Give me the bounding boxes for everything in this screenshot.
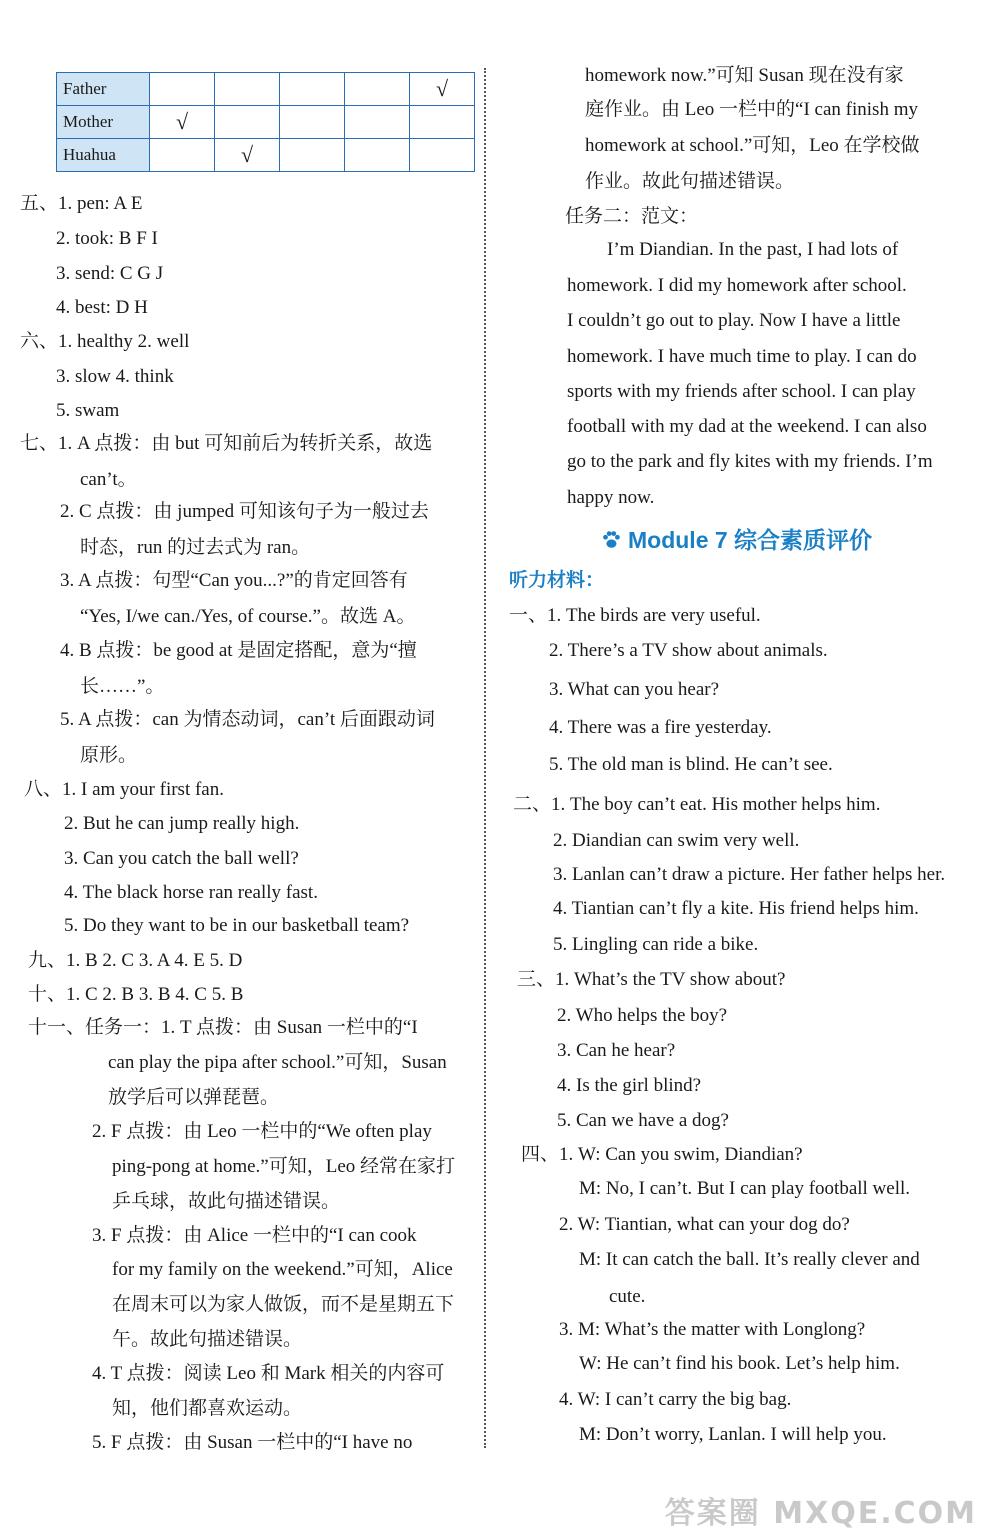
text-line: 3. M: What’s the matter with Longlong?	[559, 1319, 866, 1340]
table-cell	[280, 106, 345, 139]
row-header: Father	[57, 73, 150, 106]
text-line: football with my dad at the weekend. I can also	[567, 416, 927, 437]
text-line: for my family on the weekend.”可知，Alice	[112, 1259, 453, 1280]
row-header: Huahua	[57, 139, 150, 172]
table-cell: √	[215, 139, 280, 172]
text-line: happy now.	[567, 487, 655, 508]
text-line: 5. swam	[56, 400, 120, 421]
table-cell	[150, 139, 215, 172]
table-cell	[410, 106, 475, 139]
text-line: sports with my friends after school. I can play	[567, 381, 916, 402]
text-line: 5. The old man is blind. He can’t see.	[549, 754, 833, 775]
text-line: homework now.”可知 Susan 现在没有家	[585, 65, 904, 86]
text-line: 九、1. B 2. C 3. A 4. E 5. D	[28, 950, 243, 971]
text-line: 3. F 点拨：由 Alice 一栏中的“I can cook	[92, 1225, 417, 1246]
text-line: 3. A 点拨：句型“Can you...?”的肯定回答有	[60, 570, 408, 591]
text-line: 一、1. The birds are very useful.	[509, 605, 761, 626]
text-line: 4. Tiantian can’t fly a kite. His friend helps him.	[553, 898, 919, 919]
text-line: 五、1. pen: A E	[20, 193, 143, 214]
text-line: 5. F 点拨：由 Susan 一栏中的“I have no	[92, 1432, 413, 1453]
text-line: 三、1. What’s the TV show about?	[517, 969, 786, 990]
text-line: 4. The black horse ran really fast.	[64, 882, 318, 903]
text-line: 八、1. I am your first fan.	[24, 779, 224, 800]
paw-icon	[600, 529, 622, 551]
text-line: homework. I have much time to play. I can do	[567, 346, 917, 367]
text-line: 2. F 点拨：由 Leo 一栏中的“We often play	[92, 1121, 432, 1142]
text-line: can play the pipa after school.”可知，Susan	[108, 1052, 447, 1073]
text-line: 3. Can he hear?	[557, 1040, 676, 1061]
text-line: 3. slow 4. think	[56, 366, 174, 387]
text-line: 3. Lanlan can’t draw a picture. Her father helps her.	[553, 864, 946, 885]
table-cell	[150, 73, 215, 106]
column-divider	[484, 68, 486, 1448]
table-cell	[280, 139, 345, 172]
text-line: 3. Can you catch the ball well?	[64, 848, 299, 869]
table-cell	[215, 73, 280, 106]
text-line: 作业。故此句描述错误。	[585, 171, 795, 192]
text-line: W: He can’t find his book. Let’s help him.	[579, 1353, 900, 1374]
text-line: 2. C 点拨：由 jumped 可知该句子为一般过去	[60, 501, 429, 522]
text-line: 乒乓球，故此句描述错误。	[112, 1191, 341, 1212]
table-row	[57, 139, 475, 172]
text-line: 3. send: C G J	[56, 263, 164, 284]
table-cell	[345, 139, 410, 172]
row-header: Mother	[57, 106, 150, 139]
text-line: 任务二：范文：	[565, 206, 699, 227]
text-line: go to the park and fly kites with my friends. I’m	[567, 451, 933, 472]
text-line: I couldn’t go out to play. Now I have a little	[567, 310, 901, 331]
table-cell	[410, 139, 475, 172]
activity-table	[56, 72, 475, 172]
table-cell	[280, 73, 345, 106]
text-line: 4. best: D H	[56, 297, 148, 318]
text-line: I’m Diandian. In the past, I had lots of	[607, 239, 899, 260]
watermark: 答案圈 MXQE.COM	[664, 1496, 977, 1531]
text-line: 时态，run 的过去式为 ran。	[80, 537, 311, 558]
text-line: 四、1. W: Can you swim, Diandian?	[521, 1144, 803, 1165]
text-line: 十一、任务一：1. T 点拨：由 Susan 一栏中的“I	[28, 1017, 418, 1038]
text-line: 六、1. healthy 2. well	[20, 331, 190, 352]
text-line: 长……”。	[80, 676, 165, 697]
text-line: 放学后可以弹琵琶。	[108, 1087, 280, 1108]
text-line: 2. took: B F I	[56, 228, 158, 249]
text-line: M: Don’t worry, Lanlan. I will help you.	[579, 1424, 887, 1445]
table-row	[57, 106, 475, 139]
text-line: M: No, I can’t. But I can play football well.	[579, 1178, 911, 1199]
text-line: 2. Diandian can swim very well.	[553, 830, 800, 851]
listening-label: 听力材料：	[509, 570, 605, 591]
text-line: cute.	[609, 1286, 646, 1307]
text-line: “Yes, I/we can./Yes, of course.”。故选 A。	[80, 606, 416, 627]
text-line: 5. A 点拨：can 为情态动词，can’t 后面跟动词	[60, 709, 435, 730]
text-line: ping-pong at home.”可知，Leo 经常在家打	[112, 1156, 456, 1177]
text-line: 原形。	[80, 745, 138, 766]
text-line: 十、1. C 2. B 3. B 4. C 5. B	[28, 984, 244, 1005]
text-line: 5. Can we have a dog?	[557, 1110, 729, 1131]
text-line: 4. W: I can’t carry the big bag.	[559, 1389, 792, 1410]
text-line: can’t。	[80, 469, 137, 490]
text-line: 二、1. The boy can’t eat. His mother helps him.	[513, 794, 881, 815]
text-line: 2. W: Tiantian, what can your dog do?	[559, 1214, 850, 1235]
table-cell	[215, 106, 280, 139]
module-title: Module 7 综合素质评价	[628, 527, 873, 553]
text-line: 5. Do they want to be in our basketball team?	[64, 915, 410, 936]
text-line: 4. T 点拨：阅读 Leo 和 Mark 相关的内容可	[92, 1363, 445, 1384]
table-cell	[345, 106, 410, 139]
module-heading	[600, 528, 872, 552]
text-line: 5. Lingling can ride a bike.	[553, 934, 759, 955]
text-line: 3. What can you hear?	[549, 679, 720, 700]
text-line: 七、1. A 点拨：由 but 可知前后为转折关系，故选	[20, 433, 433, 454]
text-line: 2. But he can jump really high.	[64, 813, 300, 834]
text-line: 2. There’s a TV show about animals.	[549, 640, 828, 661]
table-cell	[345, 73, 410, 106]
table-cell: √	[410, 73, 475, 106]
text-line: 在周末可以为家人做饭，而不是星期五下	[112, 1294, 455, 1315]
table-row	[57, 73, 475, 106]
text-line: 4. B 点拨：be good at 是固定搭配，意为“擅	[60, 640, 417, 661]
text-line: M: It can catch the ball. It’s really clever and	[579, 1249, 920, 1270]
text-line: 2. Who helps the boy?	[557, 1005, 728, 1026]
text-line: homework at school.”可知，Leo 在学校做	[585, 135, 920, 156]
text-line: 午。故此句描述错误。	[112, 1329, 303, 1350]
text-line: 4. Is the girl blind?	[557, 1075, 702, 1096]
text-line: 知，他们都喜欢运动。	[112, 1398, 303, 1419]
text-line: homework. I did my homework after school.	[567, 275, 907, 296]
text-line: 4. There was a fire yesterday.	[549, 717, 772, 738]
table-cell: √	[150, 106, 215, 139]
text-line: 庭作业。由 Leo 一栏中的“I can finish my	[585, 99, 918, 120]
